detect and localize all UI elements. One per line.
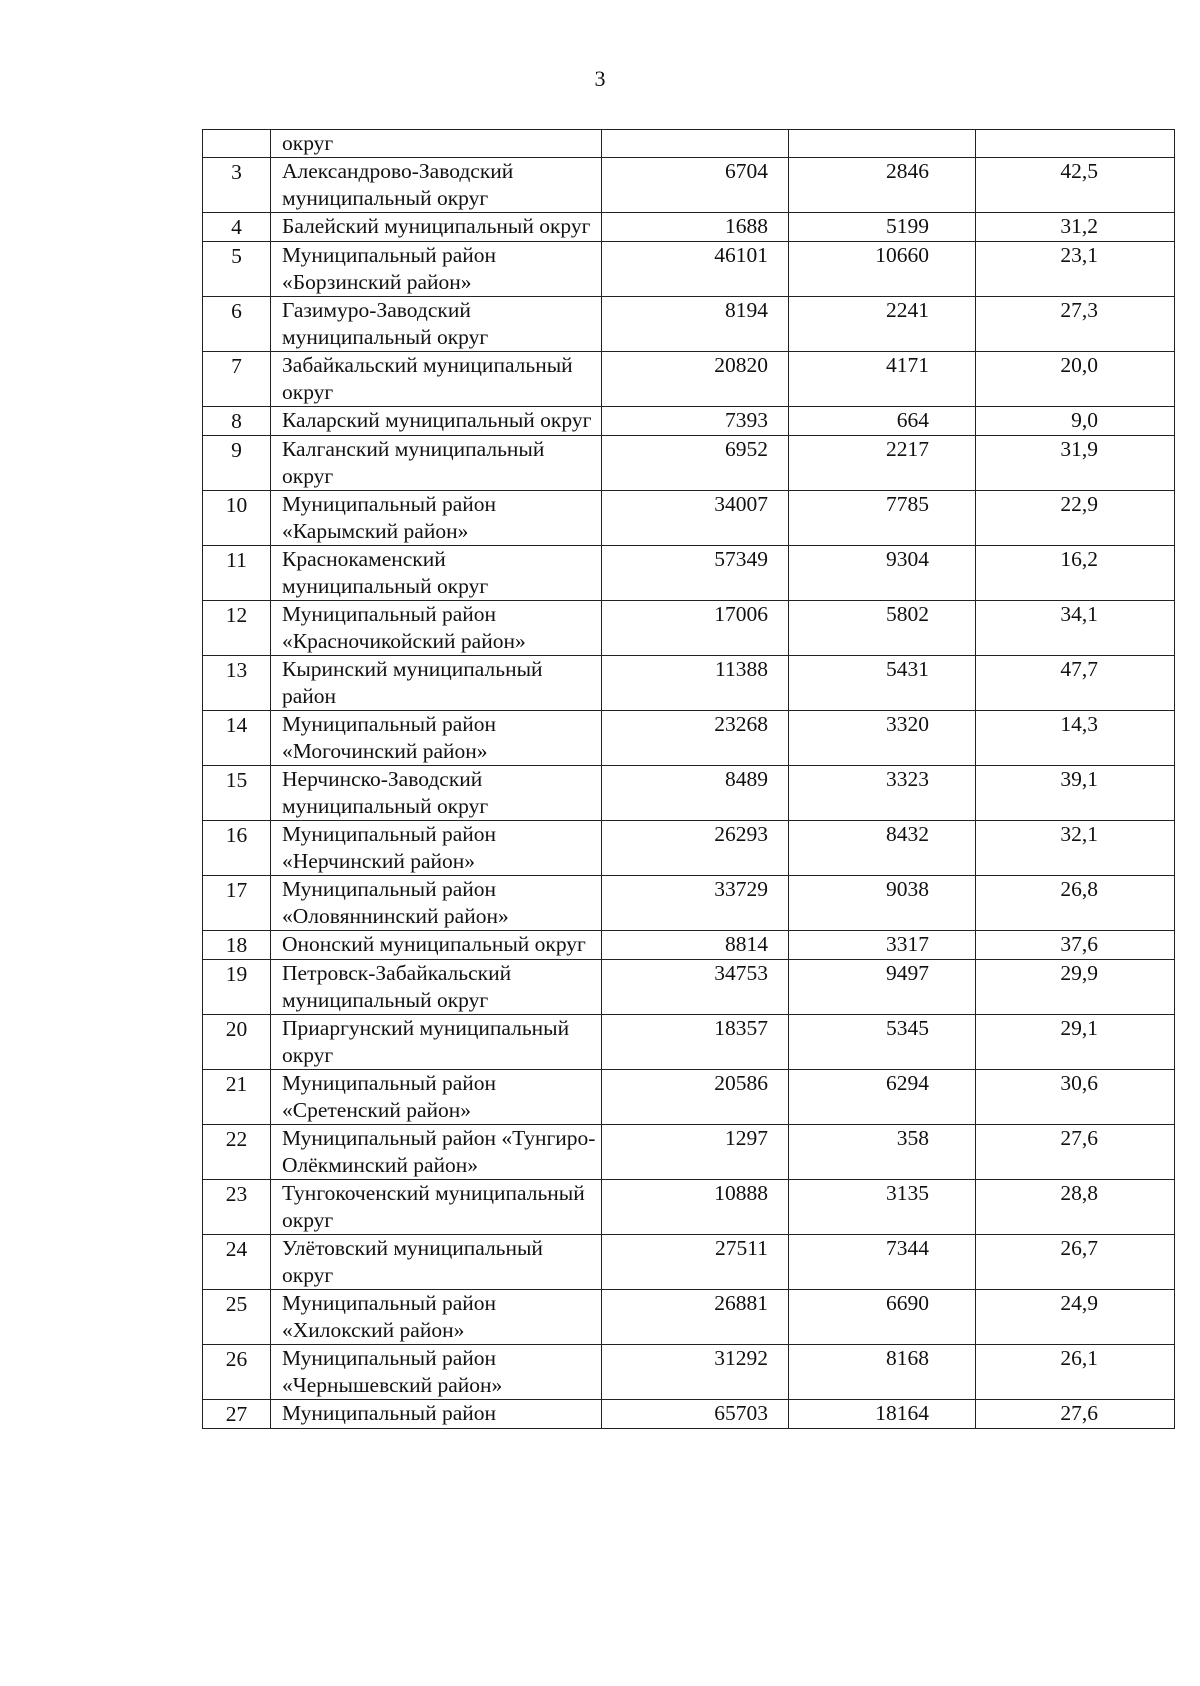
value-2-cell: 5345 [789,1015,976,1070]
value-3-cell: 29,1 [976,1015,1175,1070]
table-row [203,1345,1175,1400]
table-row [203,1180,1175,1235]
row-number-cell: 26 [203,1345,271,1400]
table-row [203,821,1175,876]
municipality-name-cell: округ [271,130,602,158]
table-row [203,1235,1175,1290]
municipality-name-cell: Александрово-Заводский муниципальный округ [271,158,602,213]
municipality-name-cell: Муниципальный район «Хилокский район» [271,1290,602,1345]
value-1-cell: 57349 [602,546,789,601]
row-number-cell: 18 [203,931,271,960]
table-row [203,407,1175,436]
value-2-cell: 5199 [789,213,976,242]
table-row [203,1070,1175,1125]
value-2-cell: 3317 [789,931,976,960]
municipality-name-cell: Муниципальный район «Чернышевский район» [271,1345,602,1400]
value-2-cell: 7344 [789,1235,976,1290]
value-1-cell: 6952 [602,436,789,491]
row-number-cell: 16 [203,821,271,876]
table-row [203,931,1175,960]
municipality-name-cell: Муниципальный район «Нерчинский район» [271,821,602,876]
value-2-cell: 664 [789,407,976,436]
data-table [202,129,1175,1429]
value-1-cell: 8489 [602,766,789,821]
table-row [203,960,1175,1015]
municipality-name-cell: Кыринский муниципальный район [271,656,602,711]
value-3-cell: 39,1 [976,766,1175,821]
row-number-cell: 6 [203,297,271,352]
row-number-cell: 22 [203,1125,271,1180]
value-2-cell: 6294 [789,1070,976,1125]
value-2-cell [789,130,976,158]
value-2-cell: 7785 [789,491,976,546]
value-1-cell: 17006 [602,601,789,656]
value-3-cell: 31,9 [976,436,1175,491]
row-number-cell: 7 [203,352,271,407]
value-3-cell: 27,6 [976,1125,1175,1180]
value-3-cell: 23,1 [976,242,1175,297]
row-number-cell: 9 [203,436,271,491]
value-3-cell: 9,0 [976,407,1175,436]
value-3-cell: 16,2 [976,546,1175,601]
value-3-cell: 37,6 [976,931,1175,960]
value-3-cell: 27,3 [976,297,1175,352]
table-row [203,656,1175,711]
municipality-name-cell: Муниципальный район «Сретенский район» [271,1070,602,1125]
table-row [203,352,1175,407]
value-1-cell: 34007 [602,491,789,546]
municipality-name-cell: Муниципальный район «Красночикойский район» [271,601,602,656]
row-number-cell: 5 [203,242,271,297]
value-2-cell: 2241 [789,297,976,352]
value-3-cell: 26,7 [976,1235,1175,1290]
value-3-cell: 20,0 [976,352,1175,407]
value-1-cell: 18357 [602,1015,789,1070]
value-1-cell: 31292 [602,1345,789,1400]
table-row [203,130,1175,158]
row-number-cell: 8 [203,407,271,436]
municipality-name-cell: Краснокаменский муниципальный округ [271,546,602,601]
value-3-cell: 29,9 [976,960,1175,1015]
table-row [203,491,1175,546]
value-3-cell: 24,9 [976,1290,1175,1345]
municipality-name-cell: Петровск-Забайкальский муниципальный округ [271,960,602,1015]
value-3-cell: 32,1 [976,821,1175,876]
value-1-cell: 7393 [602,407,789,436]
row-number-cell: 24 [203,1235,271,1290]
value-2-cell: 9038 [789,876,976,931]
municipality-name-cell: Калганский муниципальный округ [271,436,602,491]
table-row [203,766,1175,821]
table-row [203,158,1175,213]
value-1-cell: 8194 [602,297,789,352]
row-number-cell: 4 [203,213,271,242]
value-2-cell: 2217 [789,436,976,491]
value-3-cell: 14,3 [976,711,1175,766]
table-row [203,711,1175,766]
table-row [203,213,1175,242]
row-number-cell: 17 [203,876,271,931]
table-row [203,1400,1175,1429]
municipality-name-cell: Муниципальный район «Карымский район» [271,491,602,546]
value-1-cell: 6704 [602,158,789,213]
municipality-name-cell: Тунгокоченский муниципальный округ [271,1180,602,1235]
value-2-cell: 18164 [789,1400,976,1429]
value-1-cell: 46101 [602,242,789,297]
value-2-cell: 9497 [789,960,976,1015]
row-number-cell [203,130,271,158]
row-number-cell: 12 [203,601,271,656]
table-row [203,436,1175,491]
row-number-cell: 14 [203,711,271,766]
municipality-name-cell: Приаргунский муниципальный округ [271,1015,602,1070]
value-2-cell: 5802 [789,601,976,656]
value-1-cell: 34753 [602,960,789,1015]
value-1-cell: 20820 [602,352,789,407]
municipality-name-cell: Каларский муниципальный округ [271,407,602,436]
value-1-cell: 10888 [602,1180,789,1235]
municipality-name-cell: Муниципальный район «Могочинский район» [271,711,602,766]
value-2-cell: 4171 [789,352,976,407]
row-number-cell: 21 [203,1070,271,1125]
municipality-name-cell: Муниципальный район [271,1400,602,1429]
page-number: 3 [594,66,606,91]
municipality-name-cell: Ононский муниципальный округ [271,931,602,960]
value-3-cell: 26,1 [976,1345,1175,1400]
value-3-cell [976,130,1175,158]
value-3-cell: 42,5 [976,158,1175,213]
value-2-cell: 9304 [789,546,976,601]
value-3-cell: 30,6 [976,1070,1175,1125]
value-1-cell: 33729 [602,876,789,931]
table-row [203,876,1175,931]
value-2-cell: 8168 [789,1345,976,1400]
value-2-cell: 3135 [789,1180,976,1235]
value-3-cell: 47,7 [976,656,1175,711]
value-2-cell: 3323 [789,766,976,821]
value-1-cell: 27511 [602,1235,789,1290]
row-number-cell: 3 [203,158,271,213]
value-2-cell: 358 [789,1125,976,1180]
value-1-cell: 1297 [602,1125,789,1180]
table-row [203,546,1175,601]
value-1-cell [602,130,789,158]
row-number-cell: 20 [203,1015,271,1070]
value-1-cell: 8814 [602,931,789,960]
value-3-cell: 28,8 [976,1180,1175,1235]
value-1-cell: 11388 [602,656,789,711]
value-3-cell: 27,6 [976,1400,1175,1429]
municipality-name-cell: Муниципальный район «Оловяннинский район» [271,876,602,931]
municipality-name-cell: Улётовский муниципальный округ [271,1235,602,1290]
row-number-cell: 10 [203,491,271,546]
row-number-cell: 15 [203,766,271,821]
municipality-name-cell: Нерчинско-Заводский муниципальный округ [271,766,602,821]
table-row [203,297,1175,352]
value-1-cell: 1688 [602,213,789,242]
table-row [203,242,1175,297]
table-row [203,1290,1175,1345]
value-2-cell: 10660 [789,242,976,297]
municipality-name-cell: Балейский муниципальный округ [271,213,602,242]
value-2-cell: 2846 [789,158,976,213]
value-3-cell: 31,2 [976,213,1175,242]
value-3-cell: 34,1 [976,601,1175,656]
row-number-cell: 13 [203,656,271,711]
municipality-name-cell: Муниципальный район «Борзинский район» [271,242,602,297]
value-1-cell: 26881 [602,1290,789,1345]
value-2-cell: 6690 [789,1290,976,1345]
row-number-cell: 27 [203,1400,271,1429]
value-3-cell: 26,8 [976,876,1175,931]
value-1-cell: 20586 [602,1070,789,1125]
row-number-cell: 19 [203,960,271,1015]
value-2-cell: 8432 [789,821,976,876]
table-row [203,1125,1175,1180]
value-2-cell: 5431 [789,656,976,711]
value-1-cell: 23268 [602,711,789,766]
municipality-name-cell: Забайкальский муниципальный округ [271,352,602,407]
value-2-cell: 3320 [789,711,976,766]
row-number-cell: 11 [203,546,271,601]
value-1-cell: 26293 [602,821,789,876]
row-number-cell: 25 [203,1290,271,1345]
value-1-cell: 65703 [602,1400,789,1429]
table-row [203,1015,1175,1070]
municipality-name-cell: Муниципальный район «Тунгиро-Олёкминский район» [271,1125,602,1180]
municipality-name-cell: Газимуро-Заводский муниципальный округ [271,297,602,352]
table-body [203,130,1175,1429]
table-row [203,601,1175,656]
row-number-cell: 23 [203,1180,271,1235]
value-3-cell: 22,9 [976,491,1175,546]
